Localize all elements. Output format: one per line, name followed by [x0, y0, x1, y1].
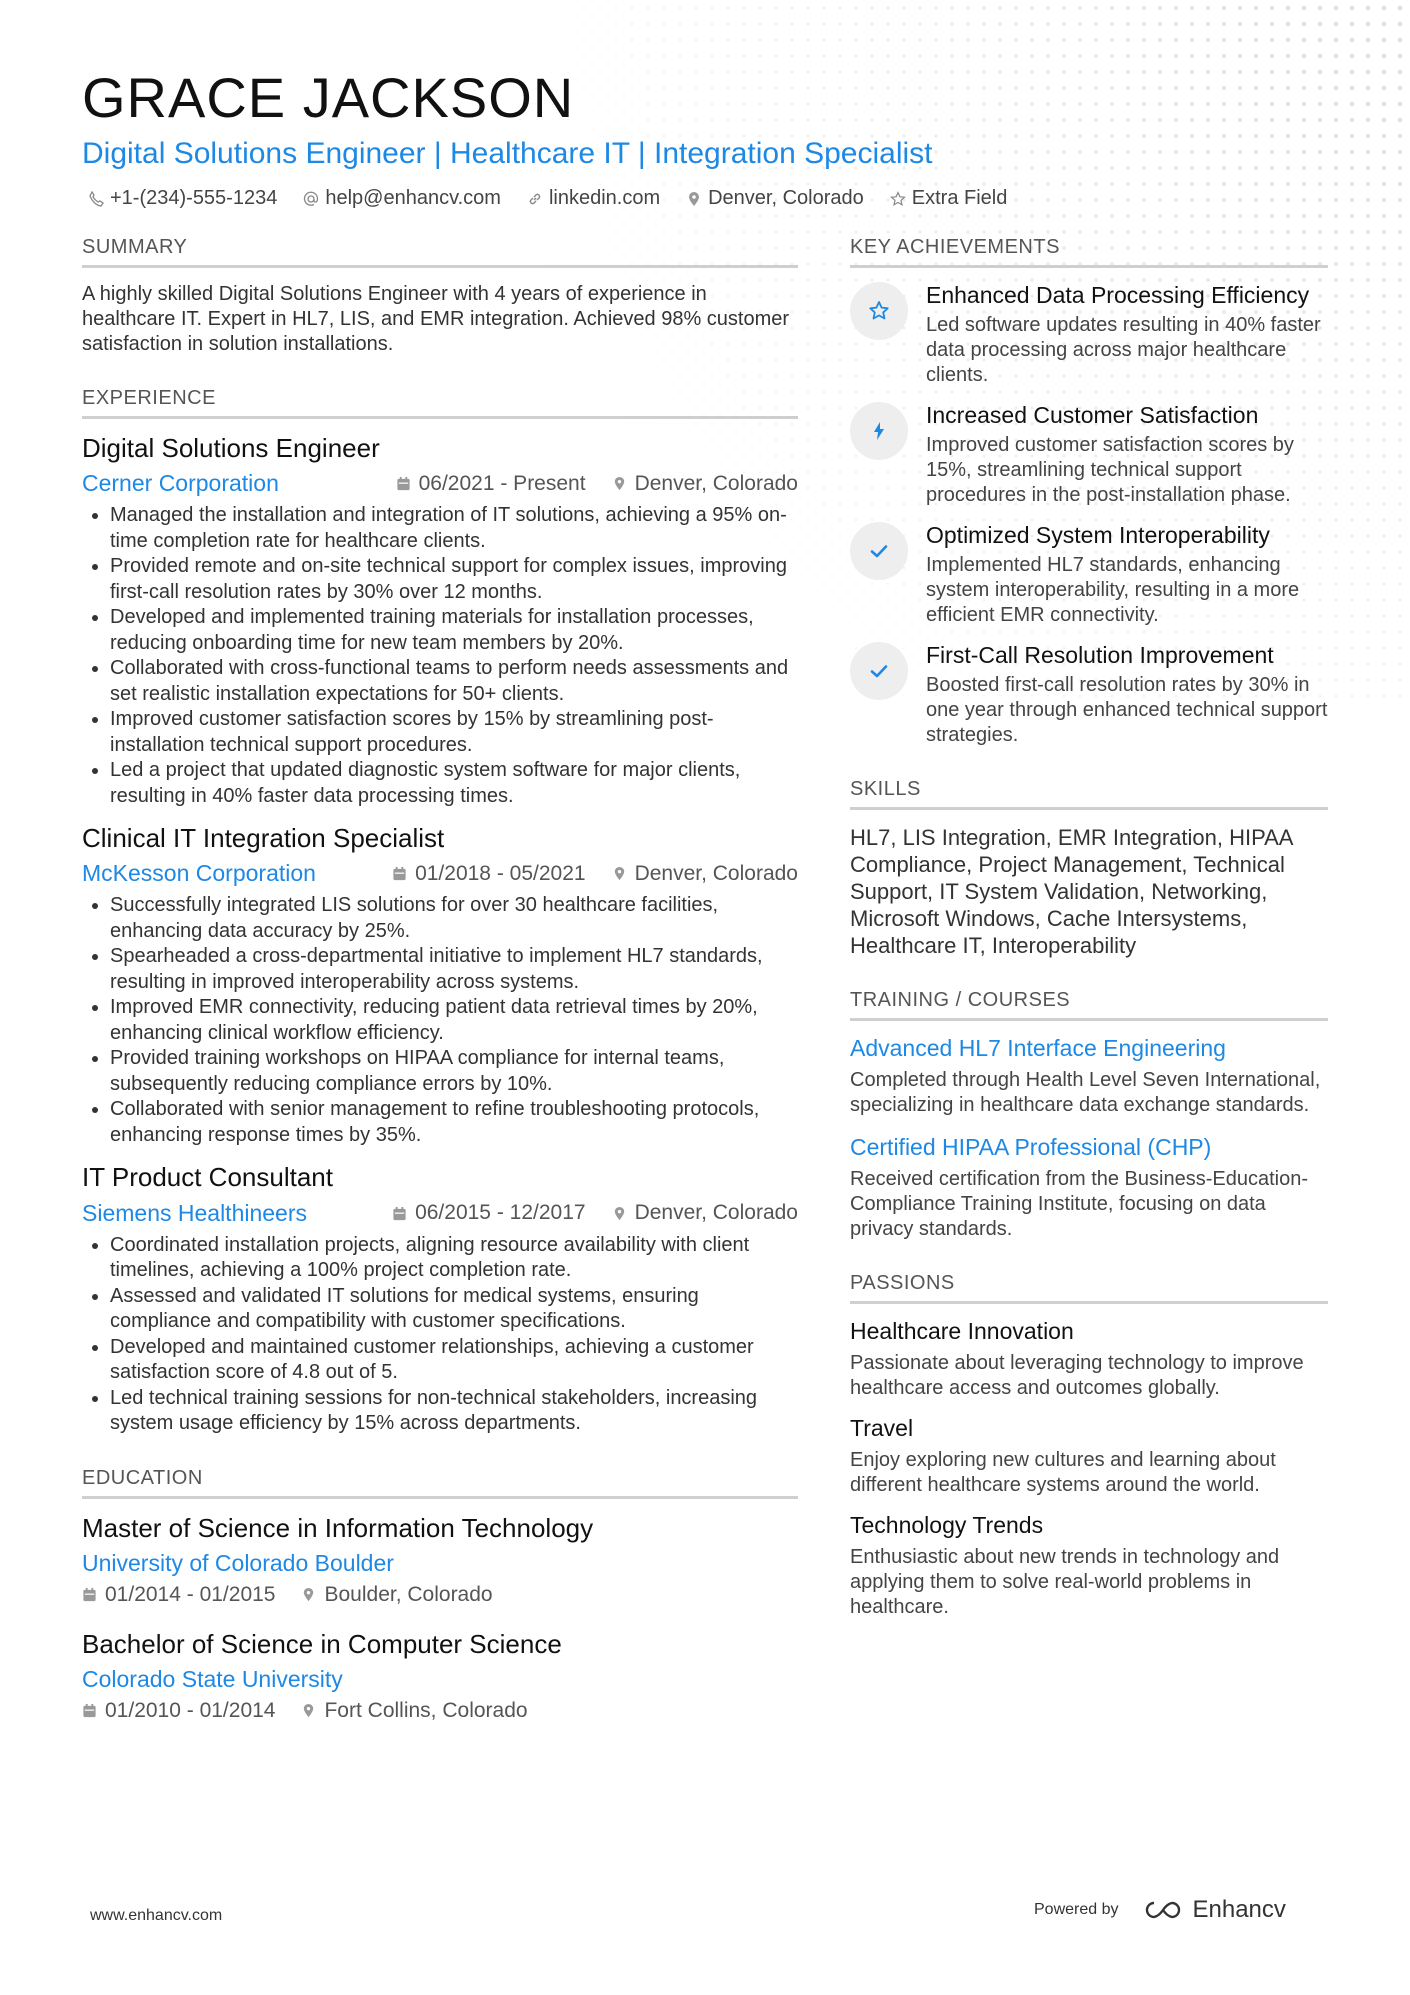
job-dates: [392, 862, 585, 886]
location-icon: [612, 866, 627, 881]
job-role: Clinical IT Integration Specialist: [82, 823, 445, 854]
candidate-title: Digital Solutions Engineer | Healthcare IT | Integration Specialist: [82, 137, 933, 170]
job-bullet: • Led technical training sessions for non-technical stakeholders, increasing system usage efficiency by 15% across departments.: [110, 1386, 798, 1437]
contact-linkedin[interactable]: [527, 187, 660, 210]
job-bullet: • Collaborated with senior management to refine troubleshooting protocols, enhancing response times by 35%.: [110, 1097, 798, 1148]
edu-meta: [82, 1583, 798, 1607]
job-location-text: Denver, Colorado: [634, 471, 798, 495]
contact-bar: [88, 187, 1007, 210]
contact-email[interactable]: [303, 187, 501, 210]
link-icon: [527, 191, 543, 207]
job-bullet: • Provided remote and on-site technical support for complex issues, improving first-call resolution rates by 30% over 12 months.: [110, 554, 798, 605]
passion-item: [850, 1512, 1328, 1620]
contact-extra-text: Extra Field: [911, 187, 1008, 209]
phone-icon: [88, 191, 104, 207]
edu-location-text: Boulder, Colorado: [324, 1582, 493, 1606]
contact-linkedin-text: linkedin.com: [548, 187, 661, 209]
job-bullet: • Improved EMR connectivity, reducing patient data retrieval times by 20%, enhancing clinical workflow efficiency.: [110, 995, 798, 1046]
job-company[interactable]: McKesson Corporation: [82, 860, 316, 887]
job-bullets: [82, 893, 798, 1148]
calendar-icon: [396, 476, 411, 491]
job-location: [612, 1201, 798, 1225]
achievement-title: First-Call Resolution Improvement: [926, 642, 1274, 668]
education-item: [82, 1629, 798, 1723]
contact-email-text: help@enhancv.com: [325, 187, 501, 209]
job-bullet: • Successfully integrated LIS solutions for over 30 healthcare facilities, enhancing data accuracy by 25%.: [110, 893, 798, 944]
calendar-icon: [392, 1206, 407, 1221]
job-role: Digital Solutions Engineer: [82, 433, 380, 463]
job-dates: [392, 1201, 585, 1225]
job-company[interactable]: Cerner Corporation: [82, 470, 279, 497]
job-role: IT Product Consultant: [82, 1162, 333, 1193]
job-bullets: [82, 1233, 798, 1437]
achievement-title: Increased Customer Satisfaction: [926, 402, 1259, 428]
passion-desc: Enthusiastic about new trends in technology and applying them to solve real-world problems in healthcare.: [850, 1546, 1280, 1618]
left-column: [82, 236, 798, 1723]
achievement-item: [850, 522, 1328, 628]
job-dates-text: 01/2018 - 05/2021: [415, 861, 586, 885]
job-location-text: Denver, Colorado: [634, 1201, 798, 1225]
achievement-icon-wrap: [850, 642, 908, 700]
location-icon: [301, 1587, 316, 1602]
passion-item: [850, 1415, 1328, 1498]
calendar-icon: [392, 866, 407, 881]
edu-dates: [82, 1699, 275, 1723]
achievements-heading: KEY ACHIEVEMENTS: [850, 236, 1328, 268]
job-dates: [396, 472, 586, 496]
job-bullet: • Led a project that updated diagnostic system software for major clients, resulting in 40% faster data processing times.: [110, 758, 798, 809]
job-company[interactable]: Siemens Healthineers: [82, 1199, 308, 1226]
edu-dates: [82, 1583, 275, 1607]
job-bullet: • Assessed and validated IT solutions for medical systems, ensuring compliance and compatibility with customer specifications.: [110, 1284, 798, 1335]
edu-location: [301, 1699, 527, 1723]
edu-school[interactable]: Colorado State University: [82, 1665, 343, 1692]
passion-desc: Passionate about leveraging technology to improve healthcare access and outcomes globally.: [850, 1352, 1304, 1399]
check-icon: [867, 659, 891, 683]
passion-title: Technology Trends: [850, 1512, 1044, 1538]
location-icon: [612, 1206, 627, 1221]
star-icon: [867, 299, 891, 323]
footer-website[interactable]: www.enhancv.com: [90, 1907, 223, 1924]
location-icon: [686, 191, 702, 207]
summary-heading: SUMMARY: [82, 236, 798, 268]
edu-location-text: Fort Collins, Colorado: [324, 1698, 528, 1722]
edu-degree: Bachelor of Science in Computer Science: [82, 1628, 562, 1659]
job-bullets: [82, 503, 798, 809]
course-item: [850, 1134, 1328, 1242]
star-icon: [890, 191, 906, 207]
contact-phone-text: +1-(234)-555-1234: [110, 187, 278, 209]
candidate-name: GRACE JACKSON: [82, 66, 575, 129]
right-column: [850, 236, 1328, 1634]
brand-logo[interactable]: [1141, 1896, 1286, 1924]
job-bullet: • Coordinated installation projects, aligning resource availability with client timelines, achieving a 100% project completion rate.: [110, 1233, 798, 1284]
location-icon: [301, 1703, 316, 1718]
education-item: [82, 1513, 798, 1607]
edu-location: [301, 1583, 492, 1607]
calendar-icon: [82, 1587, 97, 1602]
contact-extra: [890, 187, 1008, 210]
achievement-desc: Implemented HL7 standards, enhancing system interoperability, resulting in a more efficient EMR connectivity.: [926, 554, 1300, 626]
job-bullet: • Collaborated with cross-functional teams to perform needs assessments and set realistic installation expectations for 50+ clients.: [110, 656, 798, 707]
experience-item: [82, 823, 798, 1148]
brand-name: Enhancv: [1192, 1896, 1286, 1923]
passion-item: [850, 1318, 1328, 1401]
experience-item: [82, 433, 798, 809]
job-bullet: • Developed and maintained customer relationships, achieving a customer satisfaction score of 4.8 out of 5.: [110, 1335, 798, 1386]
achievement-icon-wrap: [850, 282, 908, 340]
achievement-item: [850, 642, 1328, 748]
achievement-icon-wrap: [850, 402, 908, 460]
training-heading: TRAINING / COURSES: [850, 989, 1328, 1021]
passions-heading: PASSIONS: [850, 1272, 1328, 1304]
enhancv-logo-icon: [1141, 1899, 1185, 1921]
skills-heading: SKILLS: [850, 778, 1328, 810]
check-icon: [867, 539, 891, 563]
course-title[interactable]: Advanced HL7 Interface Engineering: [850, 1035, 1226, 1061]
job-meta: [392, 862, 798, 886]
contact-location-text: Denver, Colorado: [708, 187, 864, 209]
job-meta: [396, 472, 798, 496]
course-desc: Received certification from the Business-Education-Compliance Training Institute, focusing on data privacy standards.: [850, 1168, 1308, 1240]
job-dates-text: 06/2015 - 12/2017: [415, 1201, 586, 1225]
course-title[interactable]: Certified HIPAA Professional (CHP): [850, 1134, 1212, 1160]
contact-location: [686, 187, 864, 210]
passion-desc: Enjoy exploring new cultures and learning about different healthcare systems around the world.: [850, 1449, 1276, 1496]
job-bullet: • Provided training workshops on HIPAA compliance for internal teams, subsequently reducing compliance errors by 10%.: [110, 1046, 798, 1097]
job-dates-text: 06/2021 - Present: [418, 471, 586, 495]
job-meta-row: [82, 470, 798, 497]
powered-by-label: Powered by: [1034, 1901, 1119, 1918]
passion-title: Travel: [850, 1415, 914, 1441]
location-icon: [612, 476, 627, 491]
achievement-item: [850, 402, 1328, 508]
achievement-item: [850, 282, 1328, 388]
achievement-desc: Improved customer satisfaction scores by 15%, streamlining technical support procedures in the post-installation phase.: [926, 434, 1294, 506]
achievement-desc: Led software updates resulting in 40% faster data processing across major healthcare clients.: [926, 314, 1321, 386]
job-meta-row: [82, 1200, 798, 1227]
job-bullet: • Improved customer satisfaction scores by 15% by streamlining post-installation technical support procedures.: [110, 707, 798, 758]
contact-phone[interactable]: [88, 187, 277, 210]
edu-degree: Master of Science in Information Technology: [82, 1512, 594, 1543]
job-bullet: • Managed the installation and integration of IT solutions, achieving a 95% on-time completion rate for healthcare clients.: [110, 503, 798, 554]
experience-item: [82, 1162, 798, 1436]
course-desc: Completed through Health Level Seven International, specializing in healthcare data exchange standards.: [850, 1069, 1321, 1116]
job-meta: [392, 1201, 798, 1225]
experience-heading: EXPERIENCE: [82, 387, 798, 419]
at-icon: [303, 191, 319, 207]
lightning-icon: [867, 419, 891, 443]
job-meta-row: [82, 860, 798, 887]
job-location-text: Denver, Colorado: [634, 861, 798, 885]
job-location: [612, 472, 798, 496]
achievement-desc: Boosted first-call resolution rates by 30% in one year through enhanced technical support strategies.: [926, 674, 1328, 746]
education-heading: EDUCATION: [82, 1467, 798, 1499]
edu-school[interactable]: University of Colorado Boulder: [82, 1549, 394, 1576]
achievement-title: Optimized System Interoperability: [926, 522, 1270, 548]
footer-branding: [1034, 1896, 1286, 1924]
job-bullet: • Developed and implemented training materials for installation processes, reducing onboarding time for new team members by 20%.: [110, 605, 798, 656]
achievement-title: Enhanced Data Processing Efficiency: [926, 282, 1310, 308]
edu-meta: [82, 1699, 798, 1723]
passion-title: Healthcare Innovation: [850, 1318, 1074, 1344]
achievement-icon-wrap: [850, 522, 908, 580]
skills-list: HL7, LIS Integration, EMR Integration, HIPAA Compliance, Project Management, Technical Support, IT System Validation, Networking, Microsoft Windows, Cache Intersystems, Healthcare IT, Interoperability: [850, 825, 1293, 958]
job-location: [612, 862, 798, 886]
job-bullet: • Spearheaded a cross-departmental initiative to implement HL7 standards, resulting in improved interoperability across systems.: [110, 944, 798, 995]
course-item: [850, 1035, 1328, 1118]
summary-text: A highly skilled Digital Solutions Engineer with 4 years of experience in healthcare IT. Expert in HL7, LIS, and EMR integration. Achieved 98% customer satisfaction in solution installations.: [82, 283, 790, 355]
edu-dates-text: 01/2014 - 01/2015: [105, 1582, 276, 1606]
calendar-icon: [82, 1703, 97, 1718]
edu-dates-text: 01/2010 - 01/2014: [105, 1698, 276, 1722]
